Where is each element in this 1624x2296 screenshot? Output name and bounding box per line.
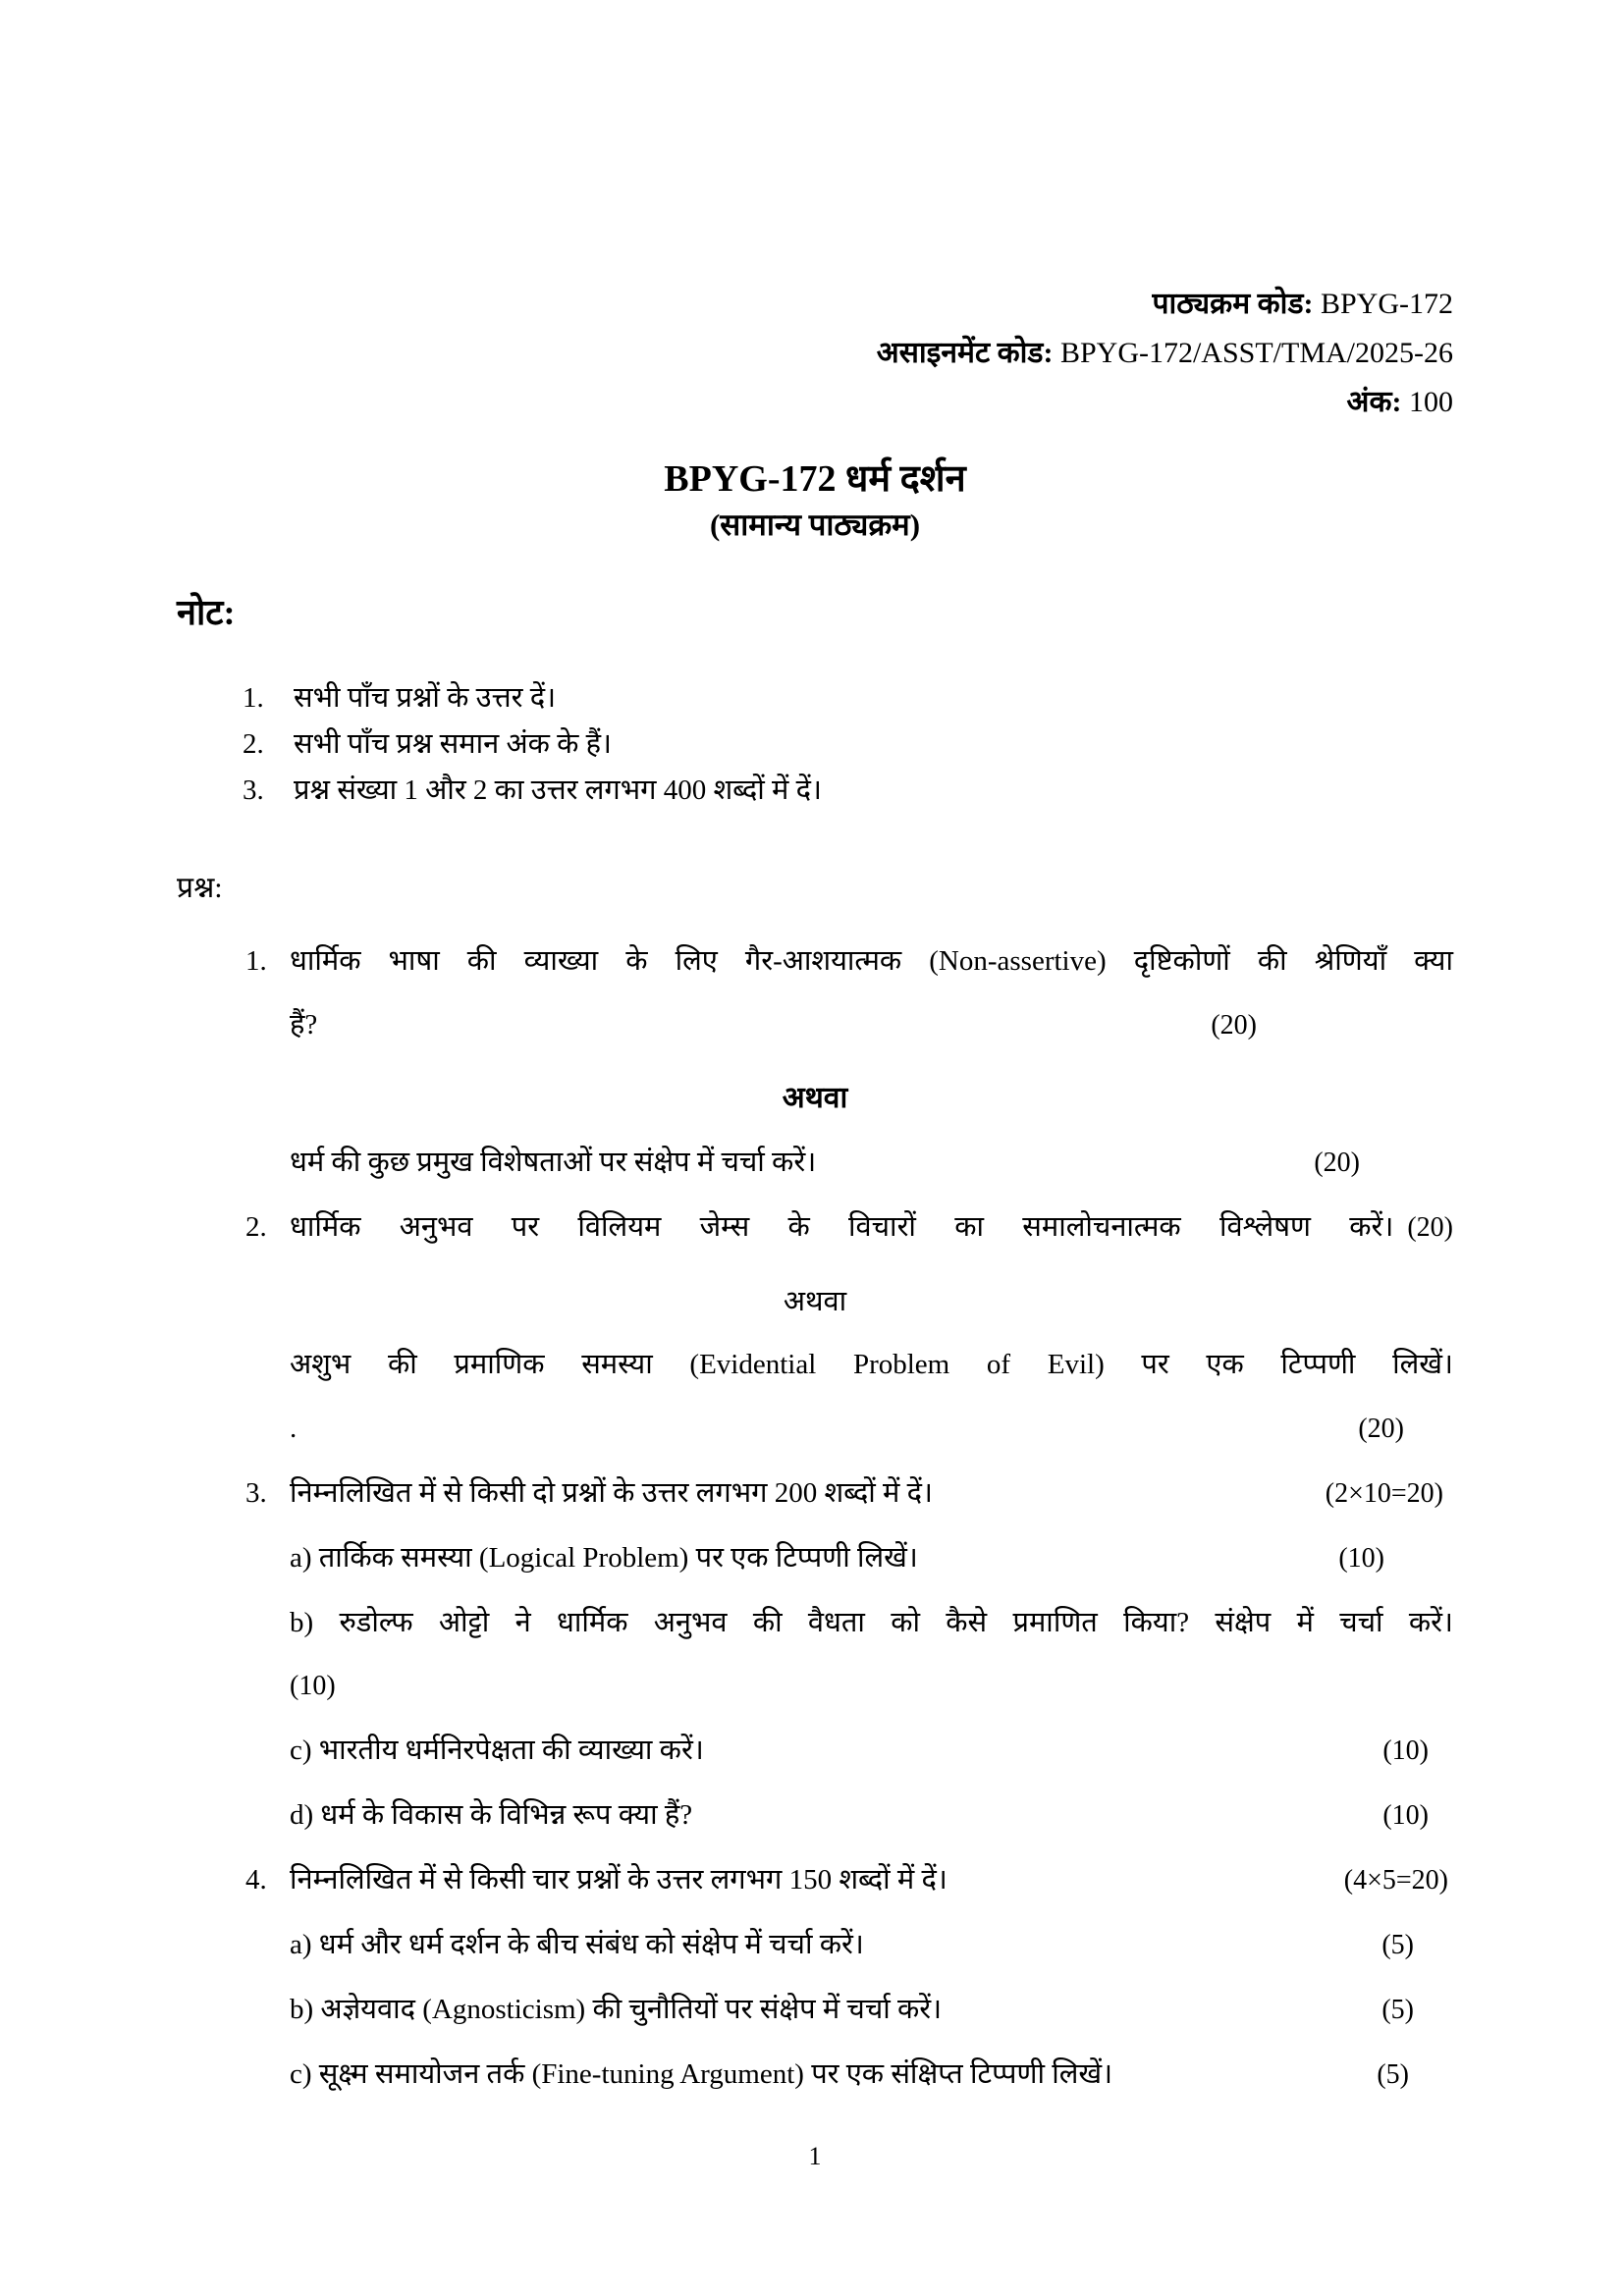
question-2-line [290, 1204, 1453, 1251]
note-item-text: प्रश्न संख्या 1 और 2 का उत्तर लगभग 400 शब्दों में दें। [294, 774, 822, 806]
question-4a-label: a) [290, 1929, 319, 1960]
question-2-text: धार्मिक अनुभव पर विलियम जेम्स के विचारों का समालोचनात्मक विश्लेषण करें। [290, 1211, 1394, 1243]
question-4a-marks: (5) [1381, 1930, 1414, 1960]
note-list [177, 675, 1453, 814]
question-3-text: निम्नलिखित में से किसी दो प्रश्नों के उत्तर लगभग 200 शब्दों में दें। [290, 1477, 933, 1509]
question-4a-text-wrap [290, 1922, 864, 1967]
question-3-line [290, 1470, 1453, 1517]
questions-heading: प्रश्न: [177, 872, 223, 904]
note-item-text: सभी पाँच प्रश्नों के उत्तर दें। [294, 682, 557, 714]
question-3c-line [290, 1728, 1453, 1774]
question-1 [177, 938, 1453, 984]
question-3a-text: तार्किक समस्या (Logical Problem) पर एक टिप्पणी लिखें। [318, 1542, 918, 1574]
question-3a [177, 1535, 1453, 1581]
question-1-tail-text: हैं? [290, 1009, 318, 1041]
spacer [245, 1140, 290, 1186]
note-item [177, 768, 1453, 814]
question-3b-marks: (10) [290, 1671, 336, 1701]
question-3c [177, 1728, 1453, 1774]
question-4-marks: (4×5=20) [1343, 1865, 1448, 1896]
course-code-label: पाठ्यक्रम कोड: [1152, 288, 1314, 320]
spacer [245, 1002, 290, 1048]
assignment-code-value: BPYG-172/ASST/TMA/2025-26 [1053, 337, 1453, 369]
question-3b-line [290, 1600, 1453, 1645]
question-4b [177, 1987, 1453, 2033]
assignment-code-label: असाइनमेंट कोड: [876, 337, 1054, 369]
or-divider-2: अथवा [783, 1284, 847, 1317]
note-item-text: सभी पाँच प्रश्न समान अंक के हैं। [294, 728, 613, 760]
question-3d-label: d) [290, 1799, 321, 1831]
question-3c-label: c) [290, 1735, 319, 1766]
question-4-number: 4. [245, 1864, 267, 1896]
question-3d-text: धर्म के विकास के विभिन्न रूप क्या हैं? [320, 1799, 693, 1831]
course-title: BPYG-172 धर्म दर्शन [664, 458, 966, 500]
question-4b-marks: (5) [1381, 1995, 1414, 2025]
note-item-number: 2. [243, 728, 264, 760]
question-2-alt-marks: (20) [1358, 1414, 1404, 1444]
question-1-tail [177, 1002, 1453, 1048]
marks-line [177, 378, 1453, 427]
question-3-number: 3. [245, 1477, 267, 1509]
page-number: 1 [808, 2142, 822, 2170]
question-3c-text: भारतीय धर्मनिरपेक्षता की व्याख्या करें। [318, 1735, 704, 1766]
question-2-alt-tail-line [290, 1406, 1453, 1452]
question-3 [177, 1470, 1453, 1517]
question-4b-label: b) [290, 1994, 321, 2025]
course-subtitle: (सामान्य पाठ्यक्रम) [709, 507, 921, 542]
question-2 [177, 1204, 1453, 1251]
question-4-text: निम्नलिखित में से किसी चार प्रश्नों के उत्तर लगभग 150 शब्दों में दें। [290, 1864, 947, 1896]
question-4b-text-wrap [290, 1987, 942, 2032]
question-3b-text: रुडोल्फ ओट्टो ने धार्मिक अनुभव की वैधता को कैसे प्रमाणित किया? संक्षेप में चर्चा करें। [339, 1607, 1453, 1638]
question-2-alt-text: अशुभ की प्रमाणिक समस्या (Evidential Problem of Evil) पर एक टिप्पणी लिखें। [290, 1349, 1453, 1380]
question-4a [177, 1922, 1453, 1968]
assignment-code-line [177, 329, 1453, 378]
question-3c-text-wrap [290, 1728, 704, 1773]
question-4c-line [290, 2052, 1453, 2098]
question-4-line [290, 1857, 1453, 1903]
question-3b-marks-line [177, 1664, 1453, 1709]
question-2-alt [177, 1342, 1453, 1387]
question-4a-text: धर्म और धर्म दर्शन के बीच संबंध को संक्षेप में चर्चा करें। [318, 1929, 864, 1960]
question-3c-marks: (10) [1382, 1735, 1429, 1766]
question-4c-text: सूक्ष्म समायोजन तर्क (Fine-tuning Argument) पर एक संक्षिप्त टिप्पणी लिखें। [318, 2058, 1113, 2090]
document-header [177, 0, 1453, 427]
or-divider-1: अथवा [782, 1082, 848, 1114]
title-block [177, 454, 1453, 547]
question-4b-text: अज्ञेयवाद (Agnosticism) की चुनौतियों पर संक्षेप में चर्चा करें। [320, 1994, 943, 2025]
question-1-marks: (20) [1211, 1010, 1257, 1041]
question-1-alt [177, 1140, 1453, 1186]
question-1-alt-line [290, 1140, 1453, 1186]
note-item [177, 721, 1453, 768]
note-item-number: 1. [243, 682, 264, 714]
course-code-value: BPYG-172 [1313, 288, 1453, 320]
question-4c [177, 2052, 1453, 2098]
question-2-marks: (20) [1407, 1212, 1453, 1243]
question-1-alt-marks: (20) [1314, 1148, 1360, 1178]
question-2-alt-tail-text: . [290, 1413, 298, 1444]
question-4c-marks: (5) [1377, 2059, 1409, 2090]
question-3a-text-wrap [290, 1535, 918, 1580]
question-4b-line [290, 1987, 1453, 2033]
marks-label: अंक: [1346, 386, 1402, 418]
question-4c-label: c) [290, 2058, 319, 2090]
question-3a-marks: (10) [1338, 1543, 1384, 1574]
note-heading: नोट: [177, 593, 236, 632]
question-3d-marks: (10) [1382, 1800, 1429, 1831]
spacer [245, 1342, 290, 1387]
question-1-alt-text: धर्म की कुछ प्रमुख विशेषताओं पर संक्षेप में चर्चा करें। [290, 1147, 817, 1178]
question-3-marks: (2×10=20) [1325, 1478, 1443, 1509]
question-4a-line [290, 1922, 1453, 1968]
question-1-text: धार्मिक भाषा की व्याख्या के लिए गैर-आशयात्मक (Non-assertive) दृष्टिकोणों की श्रेणियाँ क्या [290, 945, 1453, 977]
question-3d [177, 1792, 1453, 1839]
question-4c-text-wrap [290, 2052, 1112, 2097]
question-3b-label: b) [290, 1607, 340, 1638]
course-code-line [177, 280, 1453, 329]
note-item-number: 3. [243, 774, 264, 806]
question-2-alt-tail [177, 1406, 1453, 1452]
marks-value: 100 [1401, 386, 1453, 418]
question-3b [177, 1600, 1453, 1645]
question-3a-label: a) [290, 1542, 319, 1574]
question-3a-line [290, 1535, 1453, 1581]
question-1-number: 1. [245, 945, 267, 977]
question-3d-line [290, 1792, 1453, 1839]
note-item [177, 675, 1453, 721]
spacer [245, 1406, 290, 1452]
question-2-number: 2. [245, 1211, 267, 1243]
question-1-tail-line [290, 1002, 1453, 1048]
question-3d-text-wrap [290, 1792, 692, 1838]
question-4 [177, 1857, 1453, 1903]
